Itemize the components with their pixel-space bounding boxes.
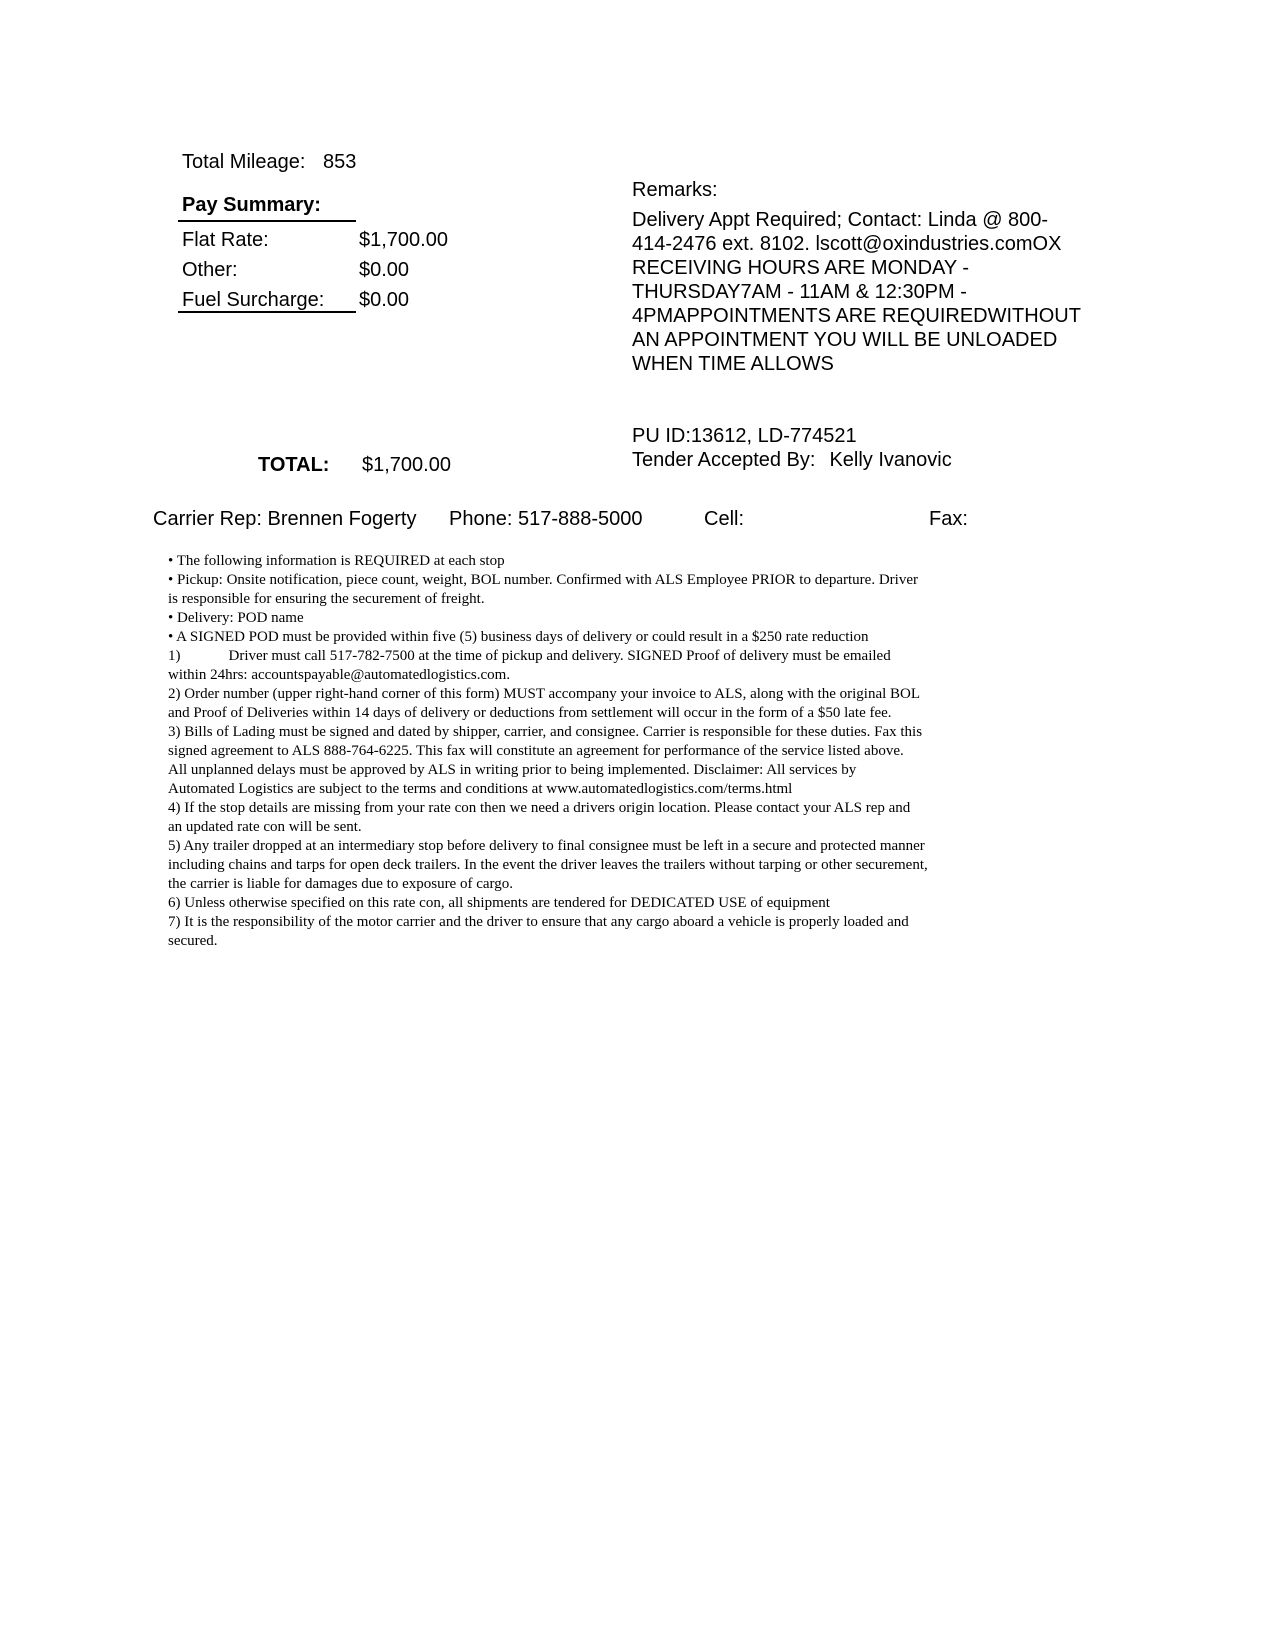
fuel-surcharge-label: Fuel Surcharge: — [182, 289, 325, 311]
pay-summary-top-rule — [178, 220, 356, 222]
carrier-phone: Phone: 517-888-5000 — [449, 508, 643, 530]
terms-item-1-text: Driver must call 517-782-7500 at the time of pickup and delivery. SIGNED Proof of delivery must be emailed — [228, 648, 891, 664]
tender-accepted — [632, 448, 952, 472]
tender-label: Tender Accepted By: — [632, 449, 816, 471]
terms-line: within 24hrs: accountspayable@automatedlogistics.com. — [168, 667, 511, 683]
flat-rate-value: $1,700.00 — [359, 229, 448, 251]
other-value: $0.00 — [359, 259, 410, 281]
terms-line: is responsible for ensuring the securement of freight. — [168, 591, 485, 607]
total-mileage — [182, 150, 356, 174]
terms-item-1 — [168, 647, 1028, 666]
pu-id: PU ID:13612, LD-774521 — [632, 425, 857, 447]
remarks-label: Remarks: — [632, 179, 718, 201]
total-value: $1,700.00 — [362, 454, 451, 476]
terms-line: 3) Bills of Lading must be signed and dated by shipper, carrier, and consignee. Carrier is responsible for these duties. Fax this — [168, 724, 923, 740]
carrier-rep: Carrier Rep: Brennen Fogerty — [153, 508, 417, 530]
terms-line: 5) Any trailer dropped at an intermediary stop before delivery to final consignee must be left in a secure and protected manner — [168, 838, 925, 854]
terms-line: 6) Unless otherwise specified on this rate con, all shipments are tendered for DEDICATED USE of equipment — [168, 895, 830, 911]
terms-line: including chains and tarps for open deck trailers. In the event the driver leaves the trailers without tarping or other securement, — [168, 857, 928, 873]
terms-line: 4) If the stop details are missing from your rate con then we need a drivers origin location. Please contact your ALS rep and — [168, 800, 911, 816]
pay-summary-title: Pay Summary: — [182, 194, 321, 216]
pay-summary-bottom-rule — [178, 311, 356, 313]
mileage-value: 853 — [322, 151, 357, 173]
flat-rate-label: Flat Rate: — [182, 229, 269, 251]
mileage-label: Total Mileage: — [182, 151, 306, 173]
tender-value: Kelly Ivanovic — [829, 449, 952, 471]
carrier-cell: Cell: — [704, 508, 745, 530]
terms-line: 7) It is the responsibility of the motor carrier and the driver to ensure that any cargo aboard a vehicle is properly loaded and — [168, 914, 909, 930]
other-label: Other: — [182, 259, 238, 281]
carrier-info-row — [153, 507, 1153, 533]
terms-section — [168, 552, 1028, 951]
terms-line: • The following information is REQUIRED at each stop — [168, 553, 505, 569]
terms-line: 2) Order number (upper right-hand corner of this form) MUST accompany your invoice to ALS, along with the original BOL — [168, 686, 921, 702]
terms-line: and Proof of Deliveries within 14 days of delivery or deductions from settlement will occur in the form of a $50 late fee. — [168, 705, 892, 721]
remarks-text: Delivery Appt Required; Contact: Linda @ 800-414-2476 ext. 8102. lscott@oxindustries.comOX RECEIVING HOURS ARE MONDAY - THURSDAY7AM - 11AM & 12:30PM - 4PMAPPOINTMENTS ARE REQUIREDWITHOUT AN APPOINTMENT YOU WILL BE UNLOADED WHEN TIME ALLOWS — [632, 209, 1081, 375]
remarks-section — [632, 178, 1082, 376]
total-label: TOTAL: — [258, 454, 330, 476]
terms-item-1-number: 1) — [168, 648, 181, 664]
terms-line: • Delivery: POD name — [168, 610, 304, 626]
terms-line: All unplanned delays must be approved by ALS in writing prior to being implemented. Disclaimer: All services by — [168, 762, 857, 778]
terms-line: an updated rate con will be sent. — [168, 819, 362, 835]
carrier-fax: Fax: — [929, 508, 968, 530]
terms-line: Automated Logistics are subject to the terms and conditions at www.automatedlogistics.com/terms.html — [168, 781, 793, 797]
terms-line: secured. — [168, 933, 218, 949]
terms-line: • Pickup: Onsite notification, piece count, weight, BOL number. Confirmed with ALS Employee PRIOR to departure. Driver — [168, 572, 918, 588]
terms-line: the carrier is liable for damages due to exposure of cargo. — [168, 876, 513, 892]
terms-line: signed agreement to ALS 888-764-6225. This fax will constitute an agreement for performance of the service listed above. — [168, 743, 904, 759]
terms-line: • A SIGNED POD must be provided within five (5) business days of delivery or could result in a $250 rate reduction — [168, 629, 869, 645]
fuel-surcharge-value: $0.00 — [359, 289, 410, 311]
